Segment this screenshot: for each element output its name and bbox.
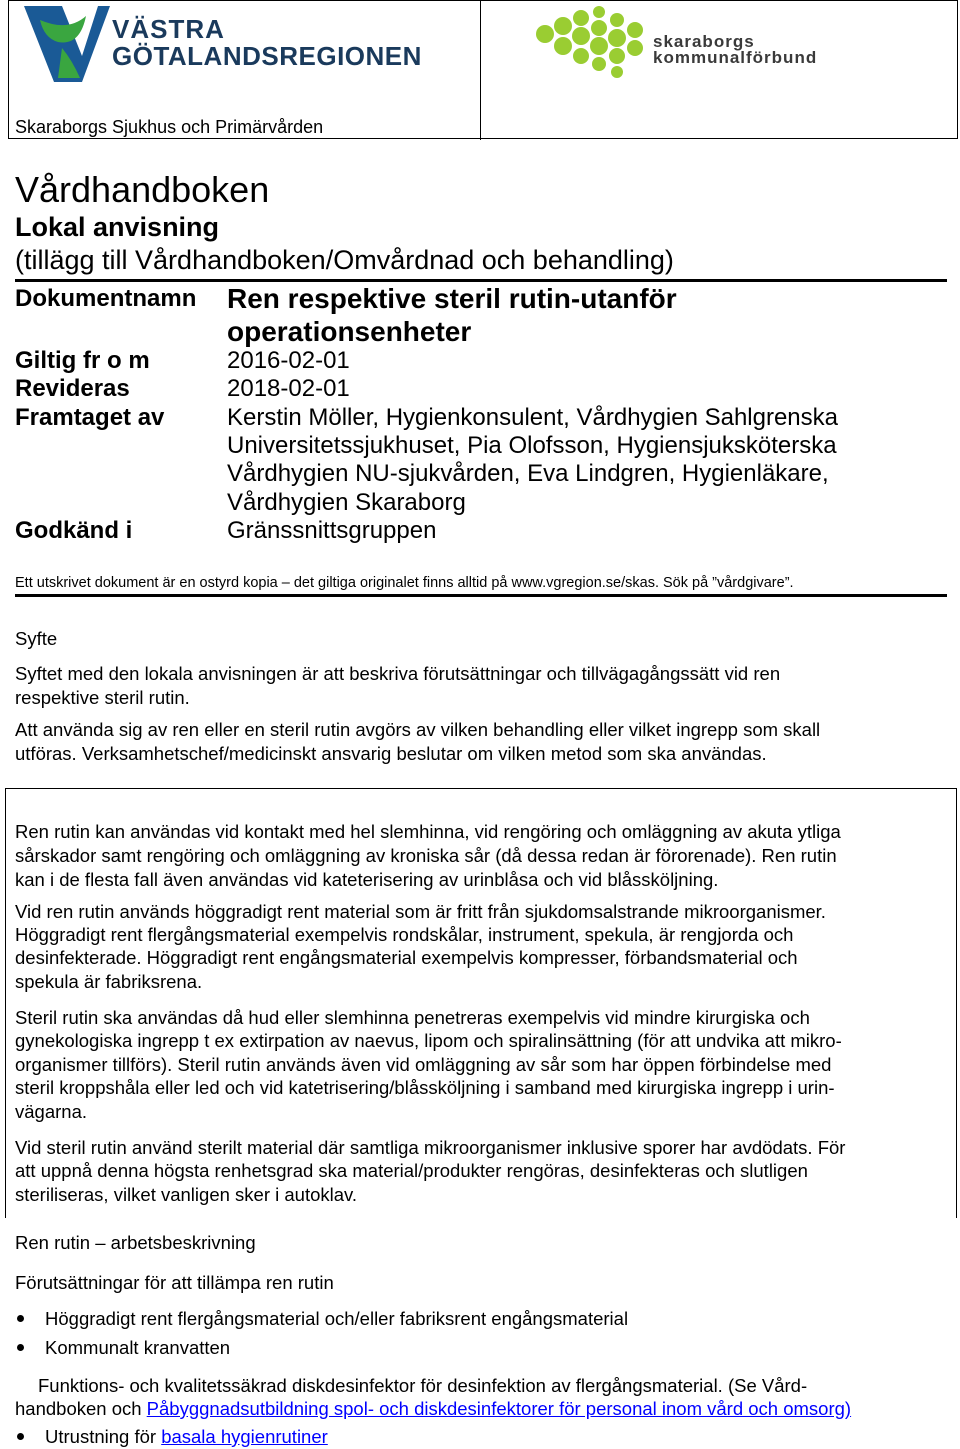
doc-name-line2: operationsenheter bbox=[227, 316, 472, 347]
work-subheading: Förutsättningar för att tillämpa ren rutin bbox=[15, 1272, 334, 1293]
purpose-p2-line1: Att använda sig av ren eller en steril rutin avgörs av vilken behandling eller vilket ingrepp som skall bbox=[15, 719, 821, 740]
basic-hygiene-link[interactable]: basala hygienrutiner bbox=[161, 1426, 328, 1447]
bullet-icon bbox=[17, 1315, 24, 1322]
box-p3-line1: Steril rutin ska användas då hud eller slemhinna penetreras exempelvis vid mindre kirurgiska och bbox=[15, 1007, 810, 1028]
list-item bbox=[15, 1304, 628, 1333]
purpose-p2-line2: utföras. Verksamhetschef/medicinskt ansvarig beslutar om vilken metod som ska användas. bbox=[15, 743, 767, 764]
box-p4-line2: att uppnå denna högsta renhetsgrad ska material/produkter rengöras, desinfekteras och slutligen bbox=[15, 1160, 808, 1181]
box-p1-line2: sårskador samt rengöring och omläggning av kroniska sår (då dessa redan är förorenade). Ren rutin bbox=[15, 845, 837, 866]
box-p2-line2: Höggradigt rent flergångsmaterial exempelvis rondskålar, instrument, spekula, är rengjorda och bbox=[15, 924, 794, 945]
document-subtitle-note: (tillägg till Vårdhandboken/Omvårdnad och behandling) bbox=[15, 245, 674, 275]
document-subtitle: Lokal anvisning bbox=[15, 212, 220, 242]
logo-divider bbox=[480, 1, 481, 140]
doc-name-label: Dokumentnamn bbox=[15, 285, 197, 312]
box-p3-line2: gynekologiska ingrepp t ex extirpation av naevus, lipom och spiralinsättning (för att undvika att mikro- bbox=[15, 1030, 842, 1051]
valid-label: Giltig fr o m bbox=[15, 347, 150, 374]
box-p4-line1: Vid steril rutin använd sterilt material där samtliga mikroorganismer inklusive sporer har avdödats. För bbox=[15, 1137, 846, 1158]
work-para-line2-prefix: handboken och bbox=[15, 1398, 147, 1419]
box-p4-line3: steriliseras, vilket vanligen sker i autoklav. bbox=[15, 1184, 358, 1205]
equipment-list bbox=[15, 1422, 328, 1449]
author-label: Framtaget av bbox=[15, 404, 165, 431]
skaraborg-logo-line1: skaraborgs bbox=[653, 32, 755, 51]
purpose-heading: Syfte bbox=[15, 628, 58, 649]
bullet-text: Höggradigt rent flergångsmaterial och/eller fabriksrent engångsmaterial bbox=[45, 1308, 629, 1329]
doc-name-line1: Ren respektive steril rutin-utanför bbox=[227, 283, 677, 314]
valid-value: 2016-02-01 bbox=[227, 347, 350, 374]
vgr-logo-line1: VÄSTRA bbox=[112, 14, 225, 44]
box-p1-line3: kan i de flesta fall även användas vid kateterisering av urinblåsa och vid blåssköljning. bbox=[15, 869, 719, 890]
box-p2-line1: Vid ren rutin används höggradigt rent material som är fritt från sjukdomsalstrande mikroorganismer. bbox=[15, 901, 826, 922]
author-line2: Universitetssjukhuset, Pia Olofsson, Hygiensjuksköterska bbox=[227, 432, 837, 459]
document-title: Vårdhandboken bbox=[15, 169, 270, 210]
work-para-line2 bbox=[15, 1397, 955, 1421]
prerequisites-list bbox=[15, 1304, 628, 1362]
revise-label: Revideras bbox=[15, 375, 130, 402]
work-para-line1: Funktions- och kvalitetssäkrad diskdesinfektor för desinfektion av flergångsmaterial. (Se Vård- bbox=[38, 1375, 808, 1396]
revise-value: 2018-02-01 bbox=[227, 375, 350, 402]
box-p3-line3: organismer tillförs). Steril rutin används även vid omläggning av sår som har öppen förbindelse med bbox=[15, 1054, 832, 1075]
bullet-text-prefix: Utrustning för bbox=[45, 1426, 162, 1447]
printed-copy-notice: Ett utskrivet dokument är en ostyrd kopia – det giltiga originalet finns alltid på www.vgregion.se/skas. Sök på ”vårdgivare”. bbox=[15, 575, 794, 591]
author-line4: Vårdhygien Skaraborg bbox=[227, 489, 466, 516]
bullet-icon bbox=[17, 1433, 24, 1440]
purpose-p1-line1: Syftet med den lokala anvisningen är att beskriva förutsättningar och tillvägagångssätt vid ren bbox=[15, 663, 781, 684]
box-p3-line5: vägarna. bbox=[15, 1101, 87, 1122]
box-p2-line4: spekula är fabriksrena. bbox=[15, 971, 203, 992]
box-p2-line3: desinfekterade. Höggradigt rent engångsmaterial exempelvis kompresser, förbandsmaterial och bbox=[15, 947, 798, 968]
box-p3-line4: steril kroppshåla eller led och vid katetrisering/blåssköljning i samband med kirurgiska ingrepp i urin- bbox=[15, 1077, 835, 1098]
bullet-text: Kommunalt kranvatten bbox=[45, 1337, 231, 1358]
author-line3: Vårdhygien NU-sjukvården, Eva Lindgren, Hygienläkare, bbox=[227, 460, 829, 487]
notice-rule bbox=[15, 594, 947, 597]
bullet-icon bbox=[17, 1344, 24, 1351]
skaraborg-logo-line2: kommunalförbund bbox=[653, 48, 818, 67]
approved-label: Godkänd i bbox=[15, 517, 133, 544]
work-heading: Ren rutin – arbetsbeskrivning bbox=[15, 1232, 256, 1253]
purpose-p1-line2: respektive steril rutin. bbox=[15, 687, 190, 708]
author-line1: Kerstin Möller, Hygienkonsulent, Vårdhygien Sahlgrenska bbox=[227, 404, 839, 431]
vgr-logo-line2: GÖTALANDSREGIONEN bbox=[112, 41, 422, 71]
list-item bbox=[15, 1333, 628, 1362]
unit-name: Skaraborgs Sjukhus och Primärvården bbox=[15, 117, 324, 137]
approved-value: Gränssnittsgruppen bbox=[227, 517, 437, 544]
box-p1-line1: Ren rutin kan användas vid kontakt med hel slemhinna, vid rengöring och omläggning av akuta ytliga bbox=[15, 821, 841, 842]
list-item bbox=[15, 1422, 328, 1449]
disinfector-training-link[interactable]: Påbyggnadsutbildning spol- och diskdesinfektorer för personal inom vård och omsorg) bbox=[146, 1398, 852, 1419]
